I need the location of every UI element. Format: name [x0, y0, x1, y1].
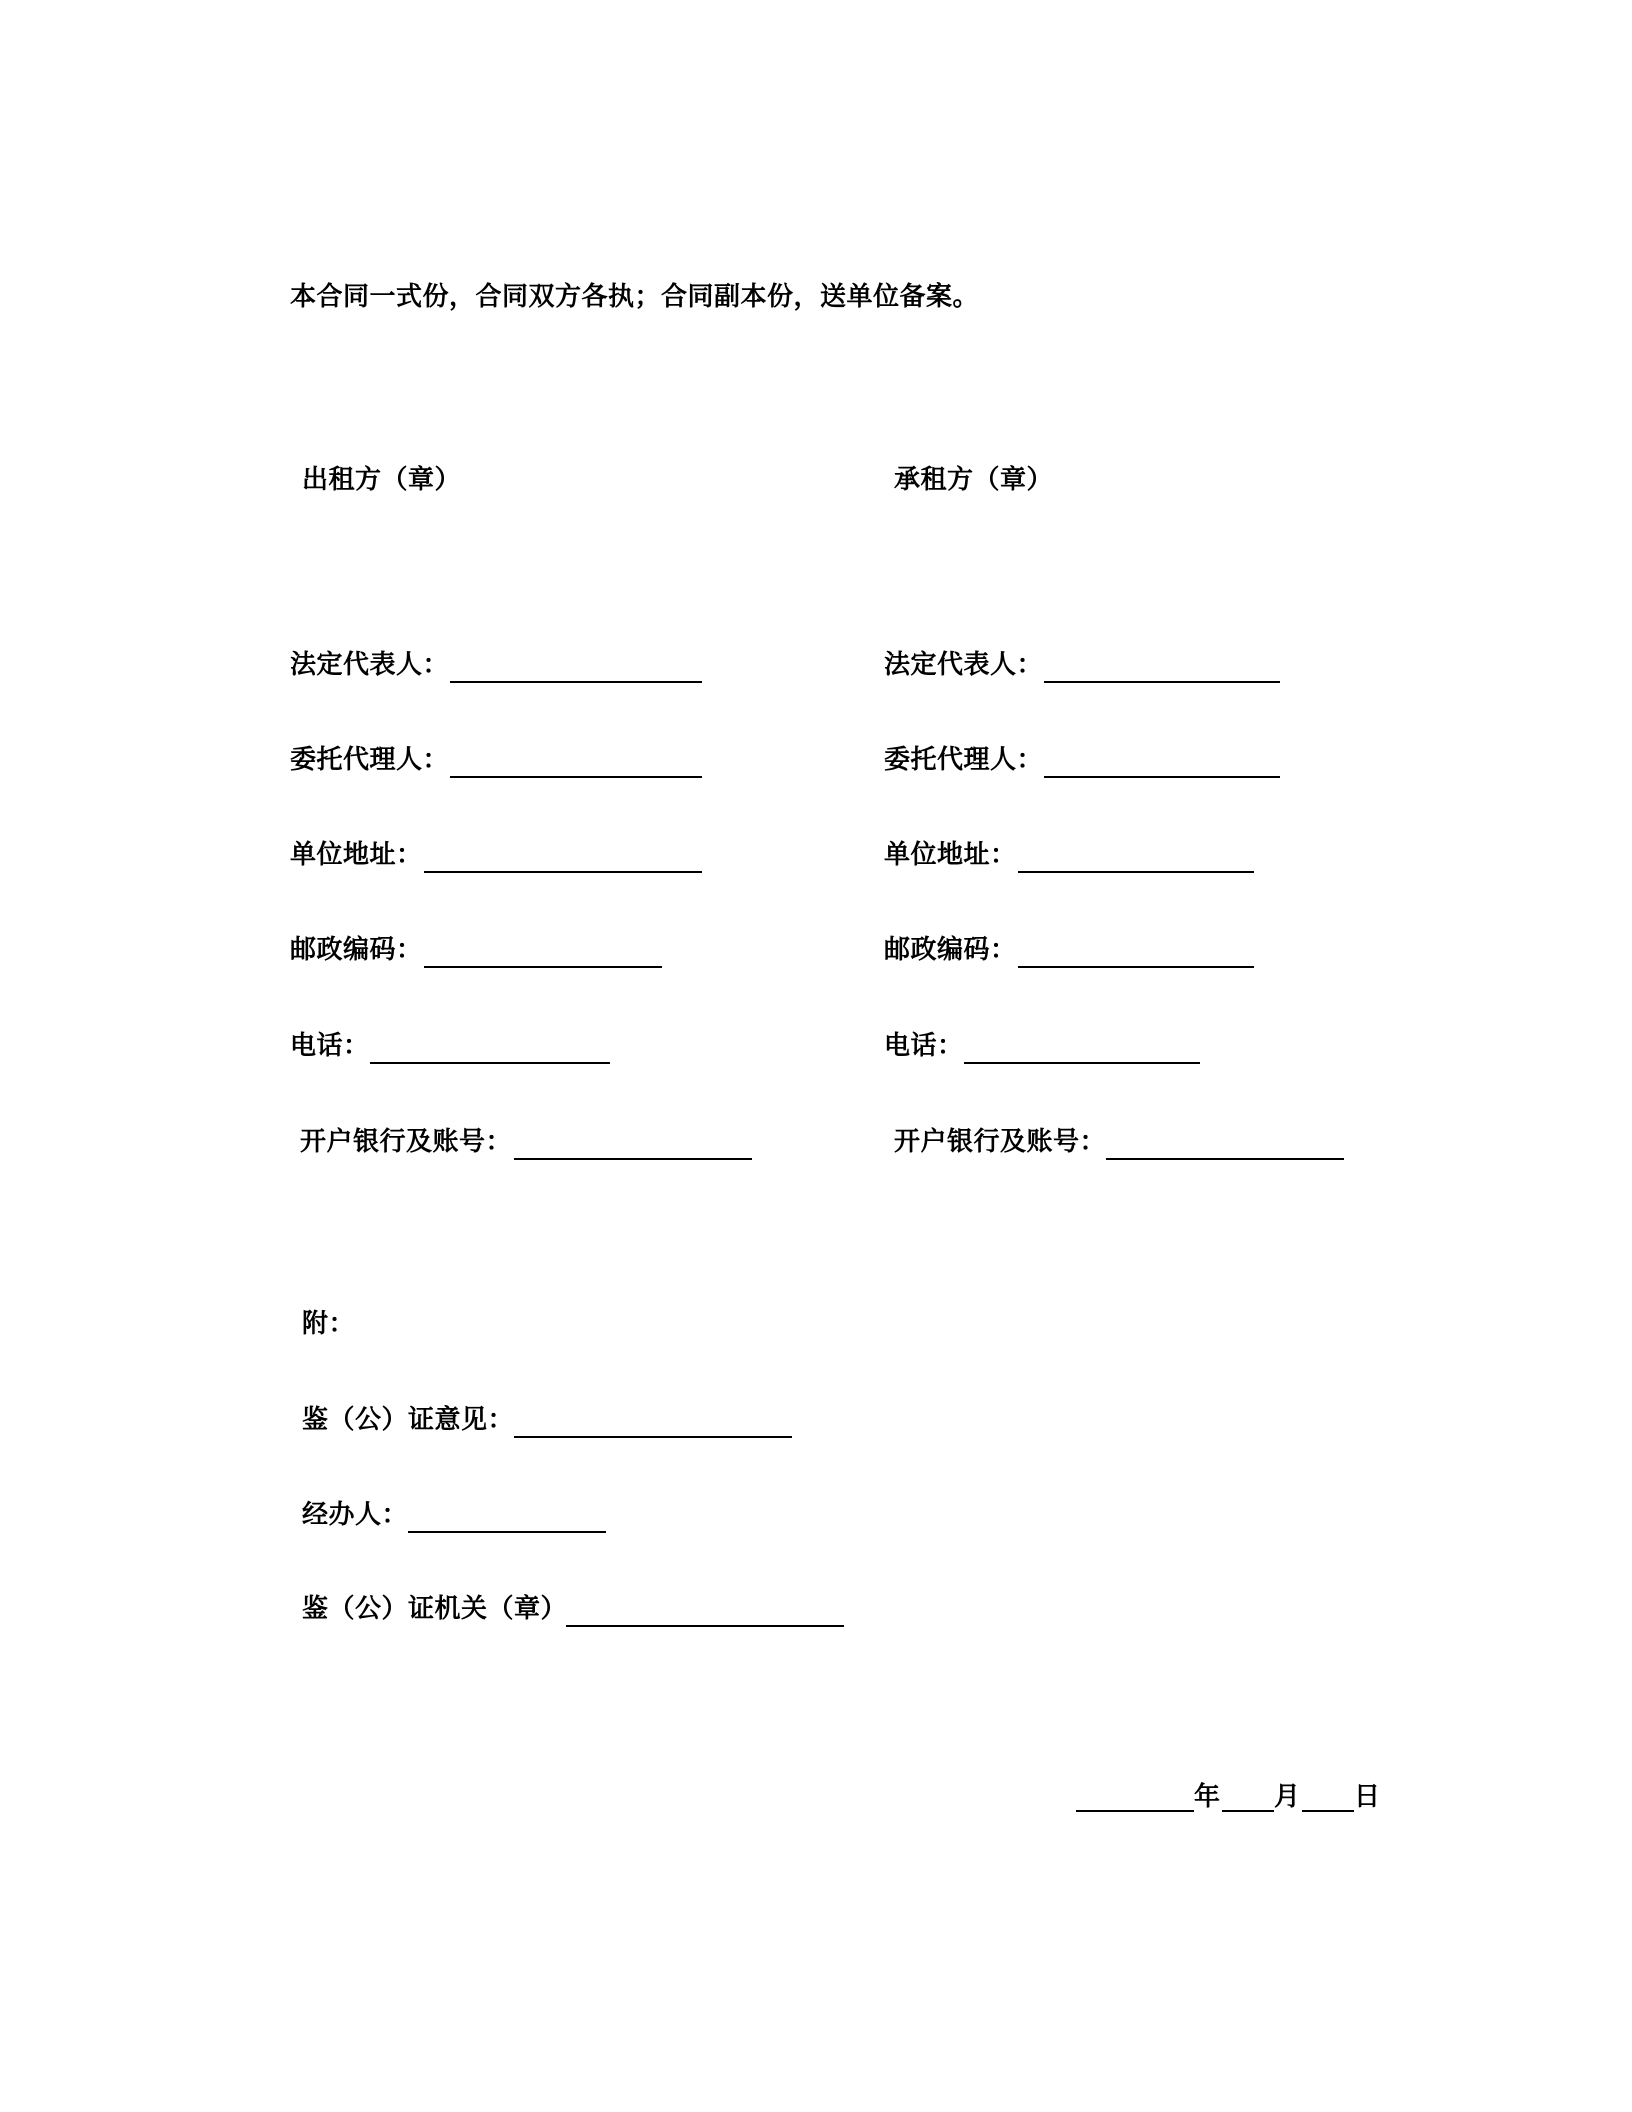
lessee-postcode-field[interactable]: [1018, 966, 1254, 968]
opinion-field[interactable]: [514, 1436, 792, 1438]
lessee-heading: 承租方（章）: [894, 465, 1054, 495]
lessor-postcode-field[interactable]: [424, 966, 662, 968]
lessee-phone-field[interactable]: [964, 1062, 1200, 1064]
lessor-phone-label: 电话：: [290, 1031, 370, 1061]
lessee-address-label: 单位地址：: [884, 840, 1017, 870]
authority-label: 鉴（公）证机关（章）: [302, 1594, 568, 1624]
lessor-legal-rep-label: 法定代表人：: [290, 650, 450, 680]
lessor-agent-field[interactable]: [450, 776, 702, 778]
date-year-label: 年: [1194, 1782, 1221, 1812]
lessee-address-field[interactable]: [1018, 871, 1254, 873]
date-month-field[interactable]: [1222, 1810, 1274, 1812]
lessee-bank-label: 开户银行及账号：: [894, 1127, 1107, 1157]
lessor-agent-label: 委托代理人：: [290, 745, 450, 775]
handler-field[interactable]: [408, 1531, 606, 1533]
date-year-field[interactable]: [1076, 1810, 1194, 1812]
date-day-field[interactable]: [1302, 1810, 1354, 1812]
lessee-phone-label: 电话：: [884, 1031, 964, 1061]
lessor-bank-label: 开户银行及账号：: [300, 1127, 513, 1157]
date-month-label: 月: [1274, 1782, 1301, 1812]
lessee-legal-rep-label: 法定代表人：: [884, 650, 1044, 680]
date-day-label: 日: [1354, 1782, 1381, 1812]
lessor-bank-field[interactable]: [514, 1158, 752, 1160]
appendix-label: 附：: [302, 1309, 356, 1339]
opinion-label: 鉴（公）证意见：: [302, 1405, 515, 1435]
lessee-agent-label: 委托代理人：: [884, 745, 1044, 775]
authority-field[interactable]: [566, 1625, 844, 1627]
lessee-legal-rep-field[interactable]: [1044, 681, 1280, 683]
lessor-address-field[interactable]: [424, 871, 702, 873]
intro-text: 本合同一式份，合同双方各执；合同副本份，送单位备案。: [290, 282, 980, 312]
lessor-heading: 出租方（章）: [302, 465, 462, 495]
lessor-phone-field[interactable]: [370, 1062, 610, 1064]
lessee-bank-field[interactable]: [1106, 1158, 1344, 1160]
handler-label: 经办人：: [302, 1500, 409, 1530]
lessee-agent-field[interactable]: [1044, 776, 1280, 778]
lessor-postcode-label: 邮政编码：: [290, 935, 423, 965]
lessee-postcode-label: 邮政编码：: [884, 935, 1017, 965]
lessor-address-label: 单位地址：: [290, 840, 423, 870]
lessor-legal-rep-field[interactable]: [450, 681, 702, 683]
